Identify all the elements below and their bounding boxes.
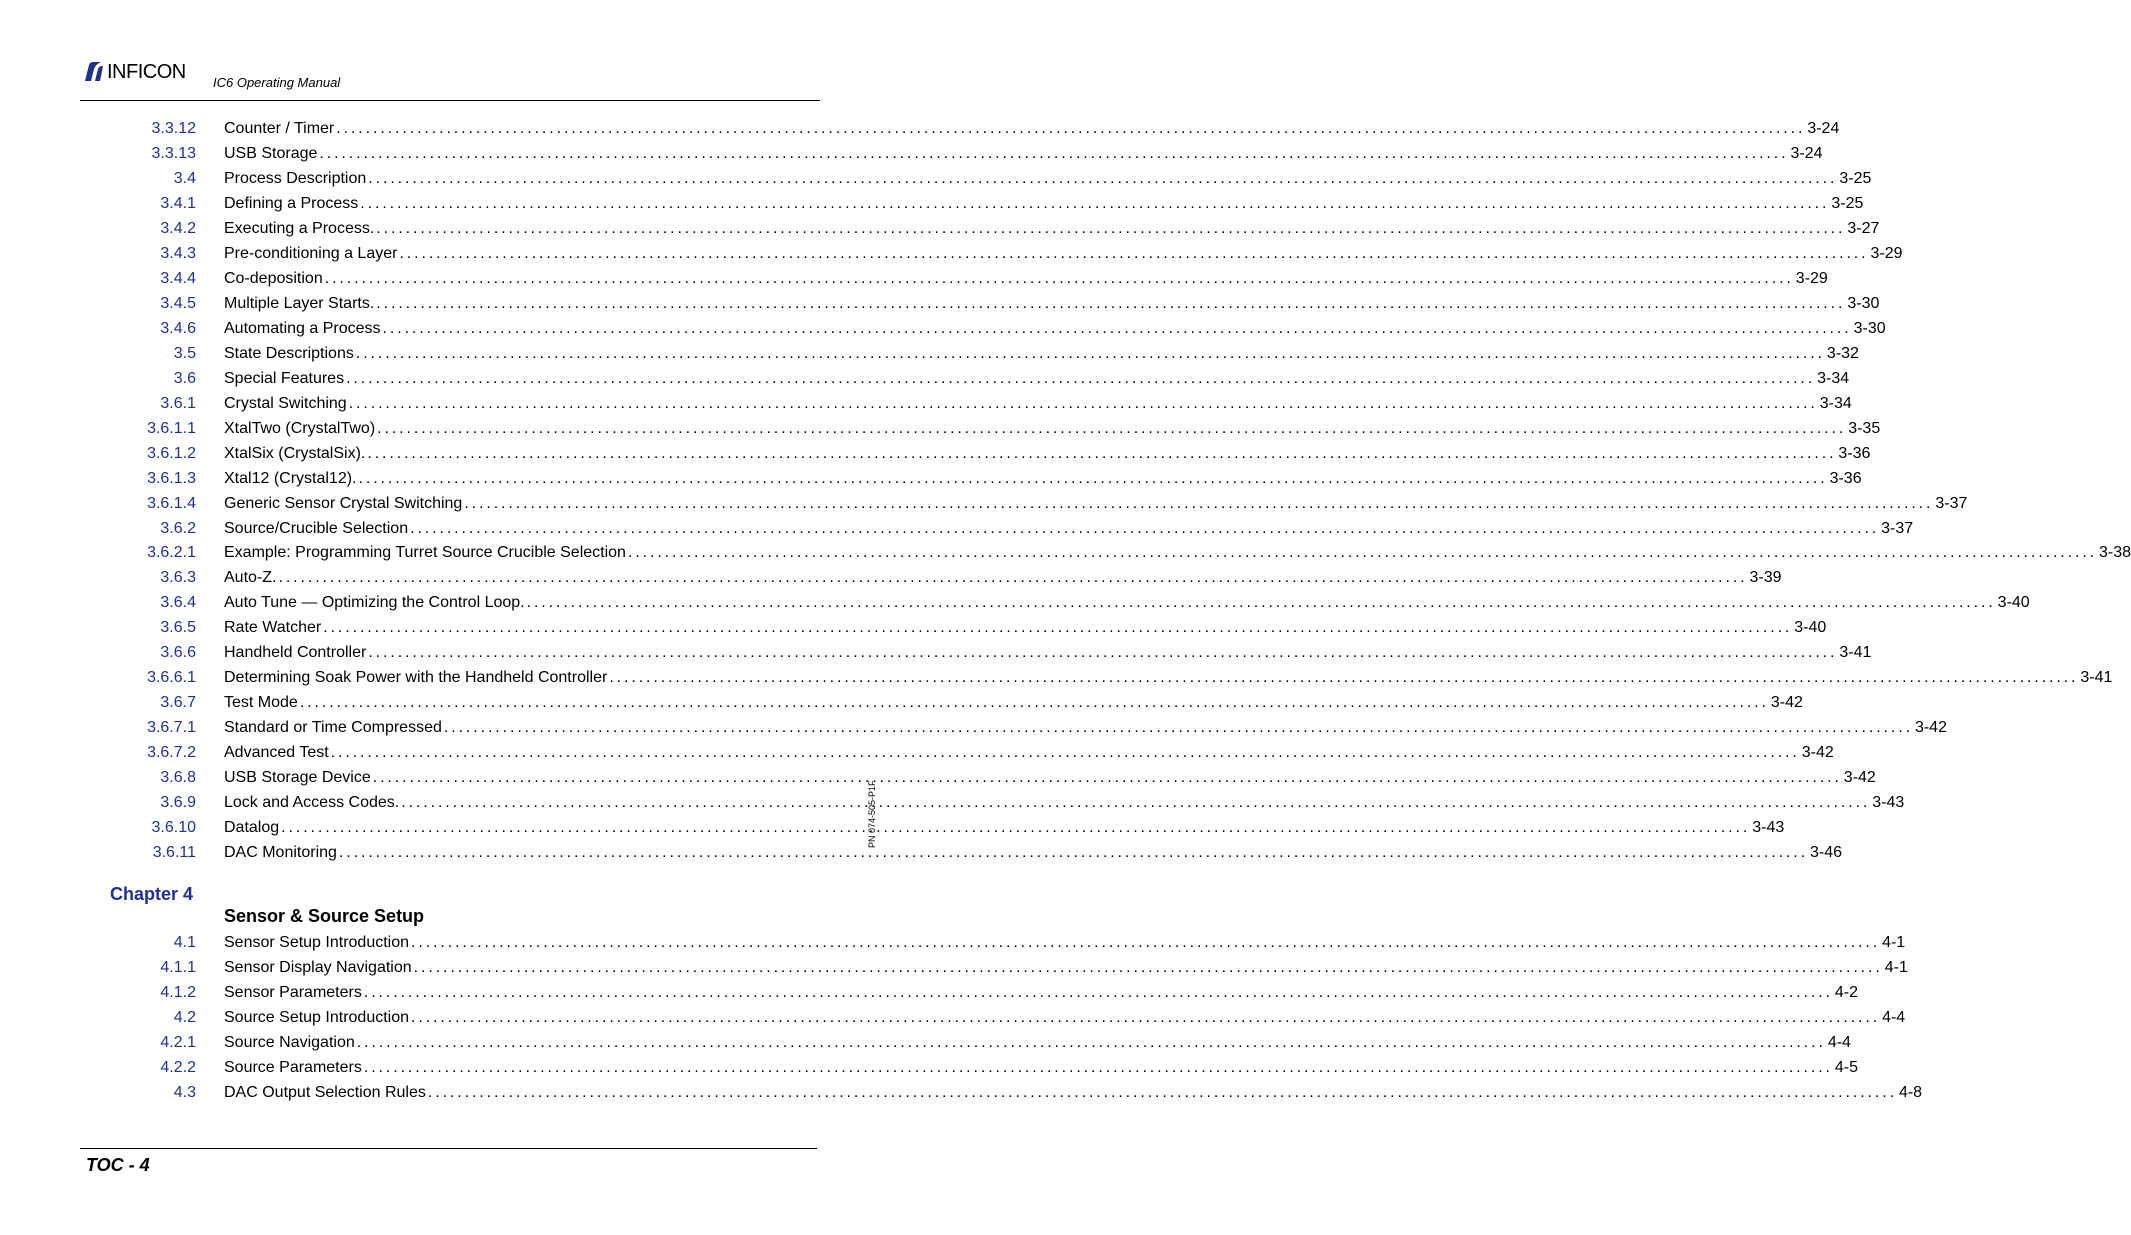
toc-entry-title[interactable]: Executing a Process. — [224, 219, 375, 237]
toc-leader-dots: ........................................................................................................................................................................................................ — [330, 744, 1800, 762]
toc-entry-title[interactable]: Defining a Process — [224, 194, 359, 212]
toc-entry[interactable] — [0, 565, 1782, 590]
toc-entry-line[interactable] — [224, 1030, 1851, 1055]
toc-entry-page[interactable]: 3-30 — [1853, 319, 1886, 337]
toc-entry[interactable] — [0, 640, 1872, 665]
toc-entry-number[interactable]: 3.6.2.1 — [147, 544, 196, 562]
toc-entry-page[interactable]: 4-4 — [1882, 1009, 1906, 1026]
toc-entry-title[interactable]: Source Parameters — [224, 1059, 362, 1076]
logo-text: INFICON — [107, 60, 186, 83]
toc-entry[interactable] — [0, 690, 1803, 715]
toc-entry-line[interactable] — [224, 166, 1872, 191]
toc-entry-line[interactable] — [224, 955, 1908, 980]
toc-entry-line[interactable] — [224, 640, 1872, 665]
toc-entry[interactable] — [0, 715, 1947, 740]
toc-entry[interactable] — [0, 1080, 1923, 1105]
toc-entry-page[interactable]: 3-37 — [1935, 494, 1968, 512]
toc-entry-title[interactable]: USB Storage Device — [224, 769, 371, 787]
toc-leader-dots: ........................................................................................................................................................................................................ — [401, 794, 1871, 812]
toc-entry-page[interactable]: 3-40 — [1997, 594, 2030, 612]
toc-entry-title[interactable]: Process Description — [224, 169, 367, 187]
toc-entry[interactable] — [0, 930, 1906, 955]
toc-entry-page[interactable]: 3-34 — [1817, 369, 1850, 387]
toc-leader-dots: ........................................................................................................................................................................................................ — [376, 219, 1846, 237]
toc-leader-dots: ........................................................................................................................................................................................................ — [355, 344, 1825, 362]
toc-entry-page[interactable]: 3-25 — [1831, 194, 1864, 212]
toc-entry-page[interactable]: 3-29 — [1795, 269, 1828, 287]
toc-entry-number[interactable]: 3.6.10 — [151, 819, 196, 837]
toc-leader-dots: ........................................................................................................................................................................................................ — [526, 594, 1996, 612]
toc-entry-title[interactable]: Test Mode — [224, 694, 298, 712]
toc-entry-line[interactable] — [224, 540, 2131, 565]
toc-leader-dots: ........................................................................................................................................................................................................ — [368, 169, 1838, 187]
toc-entry-line[interactable] — [224, 765, 1876, 790]
toc-leader-dots: ........................................................................................................................................................................................................ — [299, 694, 1769, 712]
toc-leader-dots: ........................................................................................................................................................................................................ — [443, 719, 1913, 737]
page-header — [80, 56, 820, 101]
toc-entry-title[interactable]: XtalSix (CrystalSix). — [224, 444, 366, 462]
toc-entry-page[interactable]: 3-29 — [1870, 244, 1903, 262]
toc-entry-line[interactable] — [224, 316, 1886, 341]
toc-entry-page[interactable]: 3-40 — [1794, 619, 1827, 637]
toc-entry-line[interactable] — [224, 930, 1906, 955]
toc-entry[interactable] — [0, 491, 1968, 516]
toc-entry-line[interactable] — [224, 441, 1871, 466]
toc-entry-number[interactable]: 3.6.1.1 — [147, 419, 196, 437]
toc-entry[interactable] — [0, 765, 1876, 790]
toc-entry-page[interactable]: 3-42 — [1770, 694, 1803, 712]
toc-entry-number[interactable]: 3.6 — [173, 369, 196, 387]
toc-entry-number[interactable]: 3.4.6 — [160, 319, 196, 337]
toc-leader-dots: ........................................................................................................................................................................................................ — [427, 1084, 1897, 1101]
toc-entry-title[interactable]: Co-deposition — [224, 269, 323, 287]
toc-entry-line[interactable] — [224, 516, 1914, 541]
toc-entry-line[interactable] — [224, 116, 1840, 141]
toc-leader-dots: ........................................................................................................................................................................................................ — [410, 519, 1880, 537]
toc-entry-page[interactable]: 3-25 — [1839, 169, 1872, 187]
toc-entry-number[interactable]: 3.6.6.1 — [147, 669, 196, 687]
toc-entry-line[interactable] — [224, 491, 1968, 516]
toc-entry[interactable] — [0, 216, 1880, 241]
toc-entry-number[interactable]: 3.6.4 — [160, 594, 196, 612]
toc-entry-number[interactable]: 3.6.1.3 — [147, 469, 196, 487]
toc-entry[interactable] — [0, 241, 1903, 266]
page-footer — [80, 1148, 817, 1175]
toc-entry-page[interactable]: 3-24 — [1807, 120, 1840, 137]
chapter-title[interactable]: Sensor & Source Setup — [224, 906, 425, 926]
toc-leader-dots: ........................................................................................................................................................................................................ — [399, 244, 1869, 262]
toc-entry-title[interactable]: Rate Watcher — [224, 619, 322, 637]
toc-leader-dots: ........................................................................................................................................................................................................ — [377, 419, 1847, 437]
toc-entry-number[interactable]: 3.6.7.1 — [147, 719, 196, 737]
toc-entry[interactable] — [0, 441, 1871, 466]
toc-entry-number[interactable]: 4.1.2 — [160, 984, 196, 1001]
toc-entry-page[interactable]: 3-34 — [1819, 394, 1852, 412]
toc-entry-line[interactable] — [224, 341, 1859, 366]
toc-entry-title[interactable]: Sensor Display Navigation — [224, 959, 412, 976]
toc-entry-title[interactable]: Source Navigation — [224, 1034, 355, 1051]
toc-leader-dots: ........................................................................................................................................................................................................ — [376, 294, 1846, 312]
toc-leader-dots: ........................................................................................................................................................................................................ — [367, 444, 1837, 462]
toc-entry-page[interactable]: 4-1 — [1884, 959, 1908, 976]
inficon-logo-icon — [82, 61, 104, 83]
toc-leader-dots: ........................................................................................................................................................................................................ — [278, 569, 1748, 587]
toc-entry-number[interactable]: 3.5 — [173, 344, 196, 362]
toc-entry-title[interactable]: Special Features — [224, 369, 345, 387]
toc-leader-dots: ........................................................................................................................................................................................................ — [464, 494, 1934, 512]
toc-entry-number[interactable]: 4.2.1 — [160, 1034, 196, 1051]
manual-title: IC6 Operating Manual — [213, 75, 341, 90]
toc-entry-line[interactable] — [224, 840, 1843, 865]
toc-entry-title[interactable]: Determining Soak Power with the Handheld Controller — [224, 669, 608, 687]
toc-entry-line[interactable] — [224, 565, 1782, 590]
toc-entry-page[interactable]: 3-37 — [1881, 519, 1914, 537]
toc-leader-dots: ........................................................................................................................................................................................................ — [358, 469, 1828, 487]
toc-entry-line[interactable] — [224, 191, 1864, 216]
inficon-logo — [82, 60, 186, 84]
toc-entry-line[interactable] — [224, 416, 1881, 441]
toc-entry-title[interactable]: Automating a Process — [224, 319, 381, 337]
toc-entry-number[interactable]: 3.6.1 — [160, 394, 196, 412]
toc-entry-page[interactable]: 3-32 — [1826, 344, 1859, 362]
toc-entry-page[interactable]: 3-43 — [1752, 819, 1785, 837]
toc-entry-line[interactable] — [224, 815, 1785, 840]
toc-entry-number[interactable]: 4.1 — [173, 934, 196, 951]
toc-entry[interactable] — [0, 191, 1864, 216]
toc-entry[interactable] — [0, 790, 1905, 815]
toc-entry-number[interactable]: 3.6.7.2 — [147, 744, 196, 762]
footer-page-label: TOC - 4 — [86, 1155, 150, 1175]
toc-entry-title[interactable]: Example: Programming Turret Source Crucible Selection — [224, 544, 626, 562]
toc-entry-page[interactable]: 4-5 — [1834, 1059, 1859, 1076]
toc-entry[interactable] — [0, 416, 1881, 441]
toc-entry[interactable] — [0, 1030, 1851, 1055]
toc-entry-line[interactable] — [224, 590, 2030, 615]
toc-entry-page[interactable]: 4-2 — [1834, 984, 1859, 1001]
toc-leader-dots: ........................................................................................................................................................................................................ — [411, 934, 1881, 951]
toc-entry-title[interactable]: Sensor Setup Introduction — [224, 934, 410, 951]
toc-entry-line[interactable] — [224, 665, 2113, 690]
toc-entry-line[interactable] — [224, 740, 1834, 765]
toc-entry-number[interactable]: 3.6.3 — [160, 569, 196, 587]
toc-entry-number[interactable]: 4.3 — [173, 1084, 196, 1101]
toc-entry[interactable] — [0, 1005, 1906, 1030]
toc-entry-line[interactable] — [224, 1005, 1906, 1030]
toc-entry-number[interactable]: 4.2 — [173, 1009, 196, 1026]
toc-entry-number[interactable]: 3.6.6 — [160, 644, 196, 662]
toc-entry-line[interactable] — [224, 1080, 1923, 1105]
toc-leader-dots: ........................................................................................................................................................................................................ — [338, 844, 1808, 862]
toc-entry-line[interactable] — [224, 790, 1905, 815]
toc-entry[interactable] — [0, 1055, 1859, 1080]
toc-entry-line[interactable] — [224, 266, 1828, 291]
toc-entry-page[interactable]: 3-42 — [1801, 744, 1834, 762]
toc-leader-dots: ........................................................................................................................................................................................................ — [324, 269, 1794, 287]
toc-entry[interactable] — [0, 815, 1785, 840]
toc-leader-dots: ........................................................................................................................................................................................................ — [627, 544, 2098, 562]
toc-leader-dots: ........................................................................................................................................................................................................ — [356, 1034, 1826, 1051]
toc-entry-number[interactable]: 3.6.1.4 — [147, 494, 196, 512]
toc-entry-title[interactable]: XtalTwo (CrystalTwo) — [224, 419, 376, 437]
toc-entry-title[interactable]: Auto Tune — Optimizing the Control Loop. — [224, 594, 525, 612]
toc-entry-page[interactable]: 3-36 — [1838, 444, 1871, 462]
toc-entry-title[interactable]: DAC Monitoring — [224, 844, 337, 862]
toc-entry-number[interactable]: 3.4.5 — [160, 294, 196, 312]
toc-entry-number[interactable]: 3.6.7 — [160, 694, 196, 712]
toc-entry-title[interactable]: Handheld Controller — [224, 644, 367, 662]
toc-entry-page[interactable]: 3-41 — [1839, 644, 1872, 662]
toc-entry-line[interactable] — [224, 216, 1880, 241]
toc-entry-line[interactable] — [224, 366, 1850, 391]
toc-entry-page[interactable]: 3-35 — [1848, 419, 1881, 437]
toc-entry-number[interactable]: 3.6.8 — [160, 769, 196, 787]
toc-entry[interactable] — [0, 141, 1823, 166]
toc-entry-page[interactable]: 3-30 — [1847, 294, 1880, 312]
toc-entry-number[interactable]: 3.4.3 — [160, 244, 196, 262]
toc-entry-number[interactable]: 3.6.11 — [152, 844, 196, 862]
toc-leader-dots: ........................................................................................................................................................................................................ — [363, 984, 1833, 1001]
toc-leader-dots: ........................................................................................................................................................................................................ — [319, 144, 1789, 162]
toc-leader-dots: ........................................................................................................................................................................................................ — [363, 1059, 1833, 1076]
toc-entry-number[interactable]: 3.4.4 — [160, 269, 196, 287]
toc-leader-dots: ........................................................................................................................................................................................................ — [372, 769, 1842, 787]
toc-leader-dots: ........................................................................................................................................................................................................ — [360, 194, 1830, 212]
toc-entry-number[interactable]: 3.6.5 — [160, 619, 196, 637]
toc-entry-page[interactable]: 3-39 — [1749, 569, 1782, 587]
toc-leader-dots: ........................................................................................................................................................................................................ — [348, 394, 1818, 412]
toc-entry-line[interactable] — [224, 980, 1859, 1005]
toc-entry[interactable] — [0, 266, 1828, 291]
toc-entry-page[interactable]: 3-24 — [1790, 144, 1823, 162]
toc-entry-page[interactable]: 3-42 — [1914, 719, 1947, 737]
toc-entry[interactable] — [0, 740, 1834, 765]
toc-entry-title[interactable]: Xtal12 (Crystal12). — [224, 469, 357, 487]
part-number: PN 074-505-P1F — [867, 780, 877, 848]
toc-entry-page[interactable]: 4-1 — [1882, 934, 1906, 951]
toc-entry-number[interactable]: 3.4.1 — [160, 194, 196, 212]
toc-entry-title[interactable]: Generic Sensor Crystal Switching — [224, 494, 463, 512]
toc-entry-number[interactable]: 3.4 — [173, 169, 196, 187]
toc-entry[interactable] — [0, 116, 1840, 141]
toc-entry-title[interactable]: Auto-Z. — [224, 569, 277, 587]
chapter-label[interactable]: Chapter 4 — [110, 884, 194, 904]
toc-entry[interactable] — [0, 540, 2131, 565]
toc-entry-line[interactable] — [224, 615, 1827, 640]
toc-entry-number[interactable]: 3.4.2 — [160, 219, 196, 237]
toc-entry-page[interactable]: 3-36 — [1829, 469, 1862, 487]
toc-entry-line[interactable] — [224, 141, 1823, 166]
toc-entry[interactable] — [0, 391, 1852, 416]
toc-entry-title[interactable]: Pre-conditioning a Layer — [224, 244, 398, 262]
toc-entry-title[interactable]: Datalog — [224, 819, 280, 837]
toc-entry-title[interactable]: Source/Crucible Selection — [224, 519, 409, 537]
toc-entry[interactable] — [0, 516, 1914, 541]
toc-leader-dots: ........................................................................................................................................................................................................ — [368, 644, 1838, 662]
toc-entry[interactable] — [0, 840, 1843, 865]
toc-entry-title[interactable]: Multiple Layer Starts. — [224, 294, 375, 312]
toc-leader-dots: ........................................................................................................................................................................................................ — [382, 319, 1852, 337]
toc-entry[interactable] — [0, 955, 1908, 980]
toc-entry-number[interactable]: 3.3.13 — [151, 144, 196, 162]
toc-entry-page[interactable]: 3-42 — [1843, 769, 1876, 787]
toc-entry[interactable] — [0, 665, 2113, 690]
toc-entry-page[interactable]: 3-27 — [1847, 219, 1880, 237]
toc-entry-line[interactable] — [224, 291, 1880, 316]
toc-leader-dots: ........................................................................................................................................................................................................ — [336, 120, 1806, 137]
toc-entry-line[interactable] — [224, 241, 1903, 266]
toc-entry-line[interactable] — [224, 466, 1862, 491]
toc-entry-title[interactable]: Standard or Time Compressed — [224, 719, 442, 737]
toc-entry-line[interactable] — [224, 690, 1803, 715]
toc-entry-number[interactable]: 4.1.1 — [160, 959, 196, 976]
toc-entry-number[interactable]: 3.6.1.2 — [147, 444, 196, 462]
toc-entry[interactable] — [0, 341, 1859, 366]
toc-entry-page[interactable]: 3-38 — [2099, 544, 2131, 562]
toc-entry-title[interactable]: Lock and Access Codes. — [224, 794, 400, 812]
toc-entry-number[interactable]: 3.3.12 — [151, 120, 196, 137]
toc-entry-title[interactable]: DAC Output Selection Rules — [224, 1084, 426, 1101]
toc-entry-page[interactable]: 3-46 — [1810, 844, 1843, 862]
toc-entry[interactable] — [0, 466, 1862, 491]
toc-entry-page[interactable]: 4-8 — [1898, 1084, 1923, 1101]
toc-entry[interactable] — [0, 590, 2030, 615]
toc-entry-title[interactable]: State Descriptions — [224, 344, 354, 362]
toc-entry-title[interactable]: Crystal Switching — [224, 394, 347, 412]
toc-leader-dots: ........................................................................................................................................................................................................ — [609, 669, 2079, 687]
toc-entry-line[interactable] — [224, 391, 1852, 416]
toc-entry[interactable] — [0, 316, 1886, 341]
toc-entry-number[interactable]: 4.2.2 — [160, 1059, 196, 1076]
toc-entry-page[interactable]: 3-41 — [2080, 669, 2113, 687]
toc-entry-number[interactable]: 3.6.9 — [160, 794, 196, 812]
toc-leader-dots: ........................................................................................................................................................................................................ — [323, 619, 1793, 637]
toc-leader-dots: ........................................................................................................................................................................................................ — [346, 369, 1816, 387]
toc-entry-page[interactable]: 4-4 — [1827, 1034, 1851, 1051]
toc-entry-line[interactable] — [224, 715, 1947, 740]
toc-entry-title[interactable]: USB Storage — [224, 144, 318, 162]
toc-entry-title[interactable]: Counter / Timer — [224, 120, 335, 137]
toc-leader-dots: ........................................................................................................................................................................................................ — [281, 819, 1751, 837]
toc-entry[interactable] — [0, 615, 1827, 640]
toc-entry[interactable] — [0, 980, 1859, 1005]
toc-entry-title[interactable]: Sensor Parameters — [224, 984, 362, 1001]
toc-entry[interactable] — [0, 166, 1872, 191]
toc-leader-dots: ........................................................................................................................................................................................................ — [413, 959, 1883, 976]
toc-entry-line[interactable] — [224, 1055, 1859, 1080]
toc-entry-title[interactable]: Source Setup Introduction — [224, 1009, 410, 1026]
toc-leader-dots: ........................................................................................................................................................................................................ — [411, 1009, 1881, 1026]
toc-entry-number[interactable]: 3.6.2 — [160, 519, 196, 537]
toc-entry[interactable] — [0, 366, 1850, 391]
toc-entry-title[interactable]: Advanced Test — [224, 744, 329, 762]
toc-entry-page[interactable]: 3-43 — [1872, 794, 1905, 812]
toc-entry[interactable] — [0, 291, 1880, 316]
